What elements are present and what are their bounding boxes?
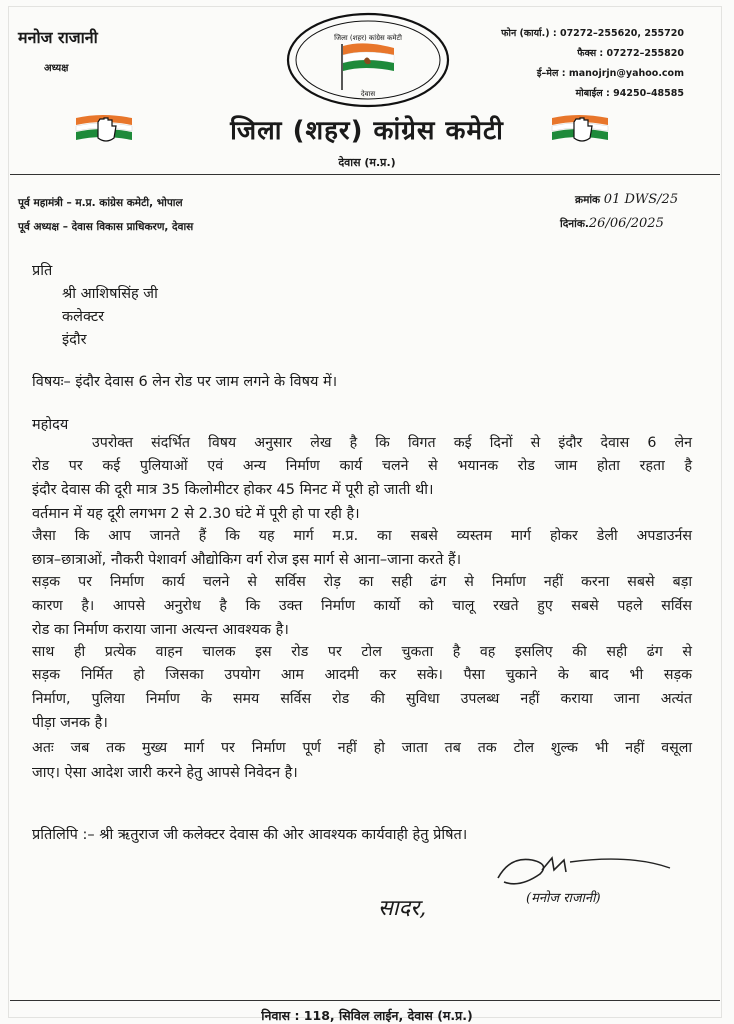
body-line: सड़क पर निर्माण कार्य चलने से सर्विस रोड़ का सही ढंग से निर्माण नहीं करना सबसे बड़ा	[32, 574, 692, 590]
body-line: रोड का निर्माण कराया जाना अत्यन्त आवश्यक है।	[32, 622, 289, 638]
body-line: उपरोक्त संदर्भित विषय अनुसार लेख है कि विगत कई दिनों से इंदौर देवास 6 लेन	[92, 435, 692, 451]
body-line: अतः जब तक मुख्य मार्ग पर निर्माण पूर्ण नहीं हो जाता तब तक टोल शुल्क भी नहीं वसूला	[32, 740, 692, 756]
body-line: सड़क निर्मित हो जिसका उपयोग आम आदमी कर सके। पैसा चुकाने के बाद भी सड़क	[32, 667, 692, 683]
body-line: निर्माण, पुलिया निर्माण के समय सर्विस रोड की सुविधा उपलब्ध नहीं कराया जाना अत्यंत	[32, 691, 692, 707]
to-line: इंदौर	[62, 332, 87, 348]
hand-symbol-icon	[72, 110, 136, 150]
to-label: प्रति	[32, 263, 53, 279]
footer-address: निवास : 118, सिविल लाईन, देवास (म.प्र.)	[261, 1008, 473, 1023]
reference-value: 01 DWS/25	[603, 192, 679, 207]
logo-top-text: जिला (शहर) कांग्रेस कमेटी	[334, 34, 402, 42]
body-line: साथ ही प्रत्येक वाहन चालक इस रोड पर टोल चुकता है वह इसलिए की सही ढंग से	[32, 644, 692, 660]
header-divider	[10, 174, 720, 175]
reference-number	[575, 192, 678, 207]
phone-line: फोन (कार्या.) : 07272–255620, 255720	[501, 28, 684, 39]
copy-to-line: प्रतिलिपि :– श्री ऋतुराज जी कलेक्टर देवास की ओर आवश्यक कार्यवाही हेतु प्रेषित।	[32, 827, 468, 843]
signatory-name: (मनोज राजानी)	[526, 891, 601, 906]
sender-name: मनोज राजानी	[18, 28, 98, 47]
email-line: ई–मेल : manojrjn@yahoo.com	[536, 68, 684, 79]
to-line: श्री आशिषसिंह जी	[62, 286, 158, 302]
subject-line: विषयः– इंदौर देवास 6 लेन रोड पर जाम लगने के विषय में।	[32, 374, 338, 390]
letter-date	[560, 216, 664, 231]
hand-symbol-icon	[548, 110, 612, 150]
former-post-1: पूर्व महामंत्री – म.प्र. कांग्रेस कमेटी, भोपाल	[18, 197, 183, 209]
salutation: महोदय	[32, 417, 69, 433]
date-label: दिनांक.	[560, 218, 589, 230]
body-line: जाए। ऐसा आदेश जारी करने हेतु आपसे निवेदन है।	[32, 765, 298, 781]
org-title: जिला (शहर) कांग्रेस कमेटी	[230, 116, 504, 146]
body-line: इंदौर देवास की दूरी मात्र 35 किलोमीटर होकर 45 मिनट में पूरी हो जाती थी।	[32, 482, 434, 498]
footer-divider	[10, 1000, 720, 1001]
body-line: जैसा कि आप जानते हैं कि यह मार्ग म.प्र. का सबसे व्यस्तम मार्ग होकर डेली अपडाउर्नस	[32, 528, 692, 544]
fax-line: फैक्स : 07272–255820	[577, 48, 684, 59]
org-place: देवास (म.प्र.)	[338, 156, 396, 169]
party-flag-logo	[284, 10, 452, 110]
body-line: रोड पर कई पुलियाओं एवं अन्य निर्माण कार्य चलने से भयानक रोड जाम होता रहता है	[32, 458, 692, 474]
reference-label: क्रमांक	[575, 194, 601, 206]
former-post-2: पूर्व अध्यक्ष – देवास विकास प्राधिकरण, देवास	[18, 221, 194, 233]
body-line: पीड़ा जनक है।	[32, 715, 108, 731]
body-line: छात्र–छात्राओं, नौकरी पेशावर्ग औद्योकिग वर्ग रोज इस मार्ग से आना–जाना करते हैं।	[32, 552, 462, 568]
mobile-line: मोबाईल : 94250–48585	[575, 88, 684, 99]
to-line: कलेक्टर	[62, 309, 105, 325]
logo-bottom-text: देवास	[360, 90, 376, 98]
body-line: कारण है। आपसे अनुरोध है कि उक्त निर्माण कार्यो को चालू रखते हुए सबसे पहले सर्विस	[32, 598, 692, 614]
sender-role: अध्यक्ष	[44, 63, 69, 74]
date-value: 26/06/2025	[588, 216, 664, 231]
handwritten-greeting: सादर,	[378, 896, 427, 921]
body-line: वर्तमान में यह दूरी लगभग 2 से 2.30 घंटे में पूरी हो पा रही है।	[32, 506, 360, 522]
